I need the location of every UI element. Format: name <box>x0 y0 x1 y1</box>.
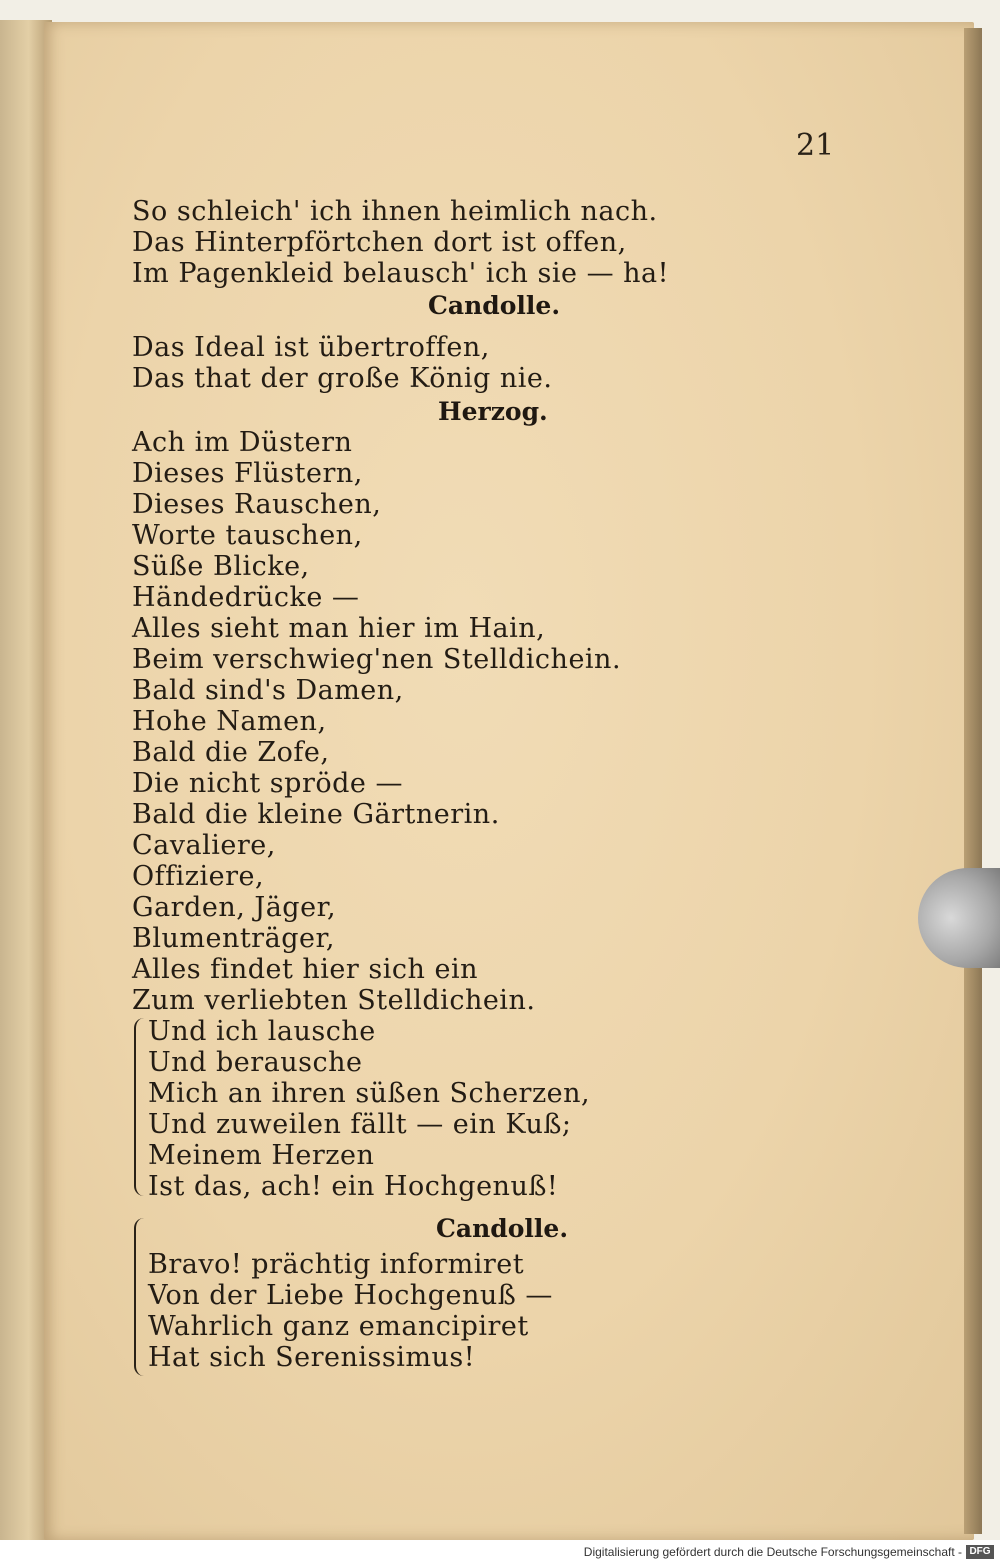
verse-line: Offiziere, <box>132 861 265 892</box>
verse-line: Bald die Zofe, <box>132 737 330 768</box>
verse-line: Alles findet hier sich ein <box>132 954 478 985</box>
speaker-name: Herzog. <box>438 397 548 426</box>
verse-line: Hat sich Serenissimus! <box>148 1342 476 1373</box>
verse-line: Die nicht spröde — <box>132 768 403 799</box>
verse-line: Mich an ihren süßen Scherzen, <box>148 1078 591 1109</box>
verse-line: Ist das, ach! ein Hochgenuß! <box>148 1171 559 1202</box>
verse-line: Und ich lausche <box>148 1016 376 1047</box>
verse-line: Das Hinterpförtchen dort ist offen, <box>132 227 627 258</box>
verse-line: Hohe Namen, <box>132 706 327 737</box>
verse-line: Im Pagenkleid belausch' ich sie — ha! <box>132 258 669 289</box>
verse-line: Bald die kleine Gärtnerin. <box>132 799 500 830</box>
verse-line: Cavaliere, <box>132 830 276 861</box>
verse-line: Wahrlich ganz emancipiret <box>148 1311 529 1342</box>
verse-brace <box>134 1218 146 1376</box>
verse-line: Das that der große König nie. <box>132 363 553 394</box>
verse-brace <box>134 1018 146 1196</box>
verse-line: Das Ideal ist übertroffen, <box>132 332 490 363</box>
verse-line: Blumenträger, <box>132 923 335 954</box>
verse-line: Worte tauschen, <box>132 520 363 551</box>
verse-line: Süße Blicke, <box>132 551 310 582</box>
dfg-logo: DFG <box>966 1545 994 1559</box>
verse-line: Meinem Herzen <box>148 1140 375 1171</box>
footer-credit: Digitalisierung gefördert durch die Deutsche Forschungsgemeinschaft - <box>583 1545 962 1559</box>
verse-line: Händedrücke — <box>132 582 360 613</box>
verse-line: So schleich' ich ihnen heimlich nach. <box>132 196 658 227</box>
speaker-name: Candolle. <box>436 1214 569 1243</box>
verse-line: Und zuweilen fällt — ein Kuß; <box>148 1109 572 1140</box>
page-right-edge <box>964 28 982 1534</box>
verse-line: Dieses Rauschen, <box>132 489 382 520</box>
verse-line: Von der Liebe Hochgenuß — <box>148 1280 553 1311</box>
verse-line: Bravo! prächtig informiret <box>148 1249 525 1280</box>
speaker-name: Candolle. <box>428 291 561 320</box>
verse-line: Beim verschwieg'nen Stelldichein. <box>132 644 622 675</box>
verse-line: Bald sind's Damen, <box>132 675 404 706</box>
verse-line: Und berausche <box>148 1047 363 1078</box>
verse-line: Alles sieht man hier im Hain, <box>132 613 546 644</box>
verse-line: Garden, Jäger, <box>132 892 337 923</box>
verse-line: Ach im Düstern <box>132 427 353 458</box>
page-number: 21 <box>796 128 835 163</box>
verse-line: Dieses Flüstern, <box>132 458 363 489</box>
verse-line: Zum verliebten Stelldichein. <box>132 985 536 1016</box>
